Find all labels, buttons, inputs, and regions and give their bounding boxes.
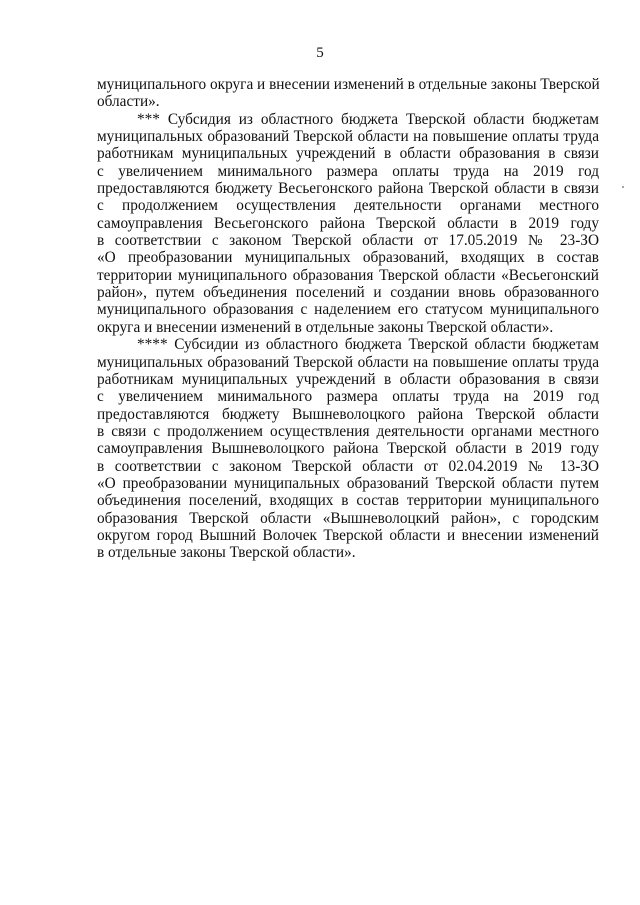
text-line: с увеличением минимального размера оплаты труда на 2019 год bbox=[97, 388, 599, 406]
text-line: в отдельные законы Тверской области». bbox=[97, 544, 356, 562]
scan-speck bbox=[622, 186, 624, 188]
text-line: образования Тверской области «Вышневолоцкий район», с городским bbox=[97, 509, 599, 527]
text-line: в соответствии с законом Тверской области от 02.04.2019 № 13-ЗО bbox=[97, 457, 599, 475]
footnote-vyshnevolotsk bbox=[97, 336, 599, 561]
text-line: муниципальных образований Тверской области на повышение оплаты труда bbox=[97, 353, 599, 371]
text-line: муниципальных образований Тверской области на повышение оплаты труда bbox=[97, 128, 599, 146]
text-line: территории муниципального образования Тверской области «Весьегонский bbox=[97, 266, 599, 284]
text-line: работникам муниципальных учреждений в области образования в связи bbox=[97, 370, 599, 388]
text-line: *** Субсидия из областного бюджета Тверской области бюджетам bbox=[137, 110, 599, 128]
text-line: округом город Вышний Волочек Тверской области и внесении изменений bbox=[97, 526, 599, 544]
text-line: муниципального округа и внесении изменений в отдельные законы Тверской bbox=[97, 76, 600, 93]
footnote-vesegonsk bbox=[97, 111, 599, 336]
text-line: в связи с продолжением осуществления деятельности органами местного bbox=[97, 422, 599, 440]
text-line: предоставляются бюджету Вышневолоцкого района Тверской области bbox=[97, 405, 599, 423]
text-line: район», путем объединения поселений и создании вновь образованного bbox=[97, 284, 599, 302]
text-line: работникам муниципальных учреждений в области образования в связи bbox=[97, 145, 599, 163]
text-line: области». bbox=[97, 93, 160, 111]
text-line: самоуправления Вышневолоцкого района Тверской области в 2019 году bbox=[97, 440, 599, 458]
text-line: с продолжением осуществления деятельности органами местного bbox=[97, 197, 599, 215]
text-line: **** Субсидии из областного бюджета Тверской области бюджетам bbox=[137, 336, 599, 354]
document-body bbox=[97, 76, 599, 562]
text-line: предоставляются бюджету Весьегонского района Тверской области в связи bbox=[97, 180, 599, 198]
text-line: самоуправления Весьегонского района Тверской области в 2019 году bbox=[97, 214, 599, 232]
text-line: муниципального образования с наделением его статусом муниципального bbox=[97, 301, 599, 319]
page-number: 5 bbox=[316, 45, 324, 61]
text-line: округа и внесении изменений в отдельные законы Тверской области». bbox=[97, 318, 554, 336]
text-line: с увеличением минимального размера оплаты труда на 2019 год bbox=[97, 162, 599, 180]
text-line: объединения поселений, входящих в состав территории муниципального bbox=[97, 492, 599, 510]
paragraph-continuation bbox=[97, 76, 599, 111]
text-line: «О преобразовании муниципальных образований, входящих в состав bbox=[97, 249, 599, 267]
text-line: в соответствии с законом Тверской области от 17.05.2019 № 23-ЗО bbox=[97, 232, 599, 250]
text-line: «О преобразовании муниципальных образований Тверской области путем bbox=[97, 474, 599, 492]
